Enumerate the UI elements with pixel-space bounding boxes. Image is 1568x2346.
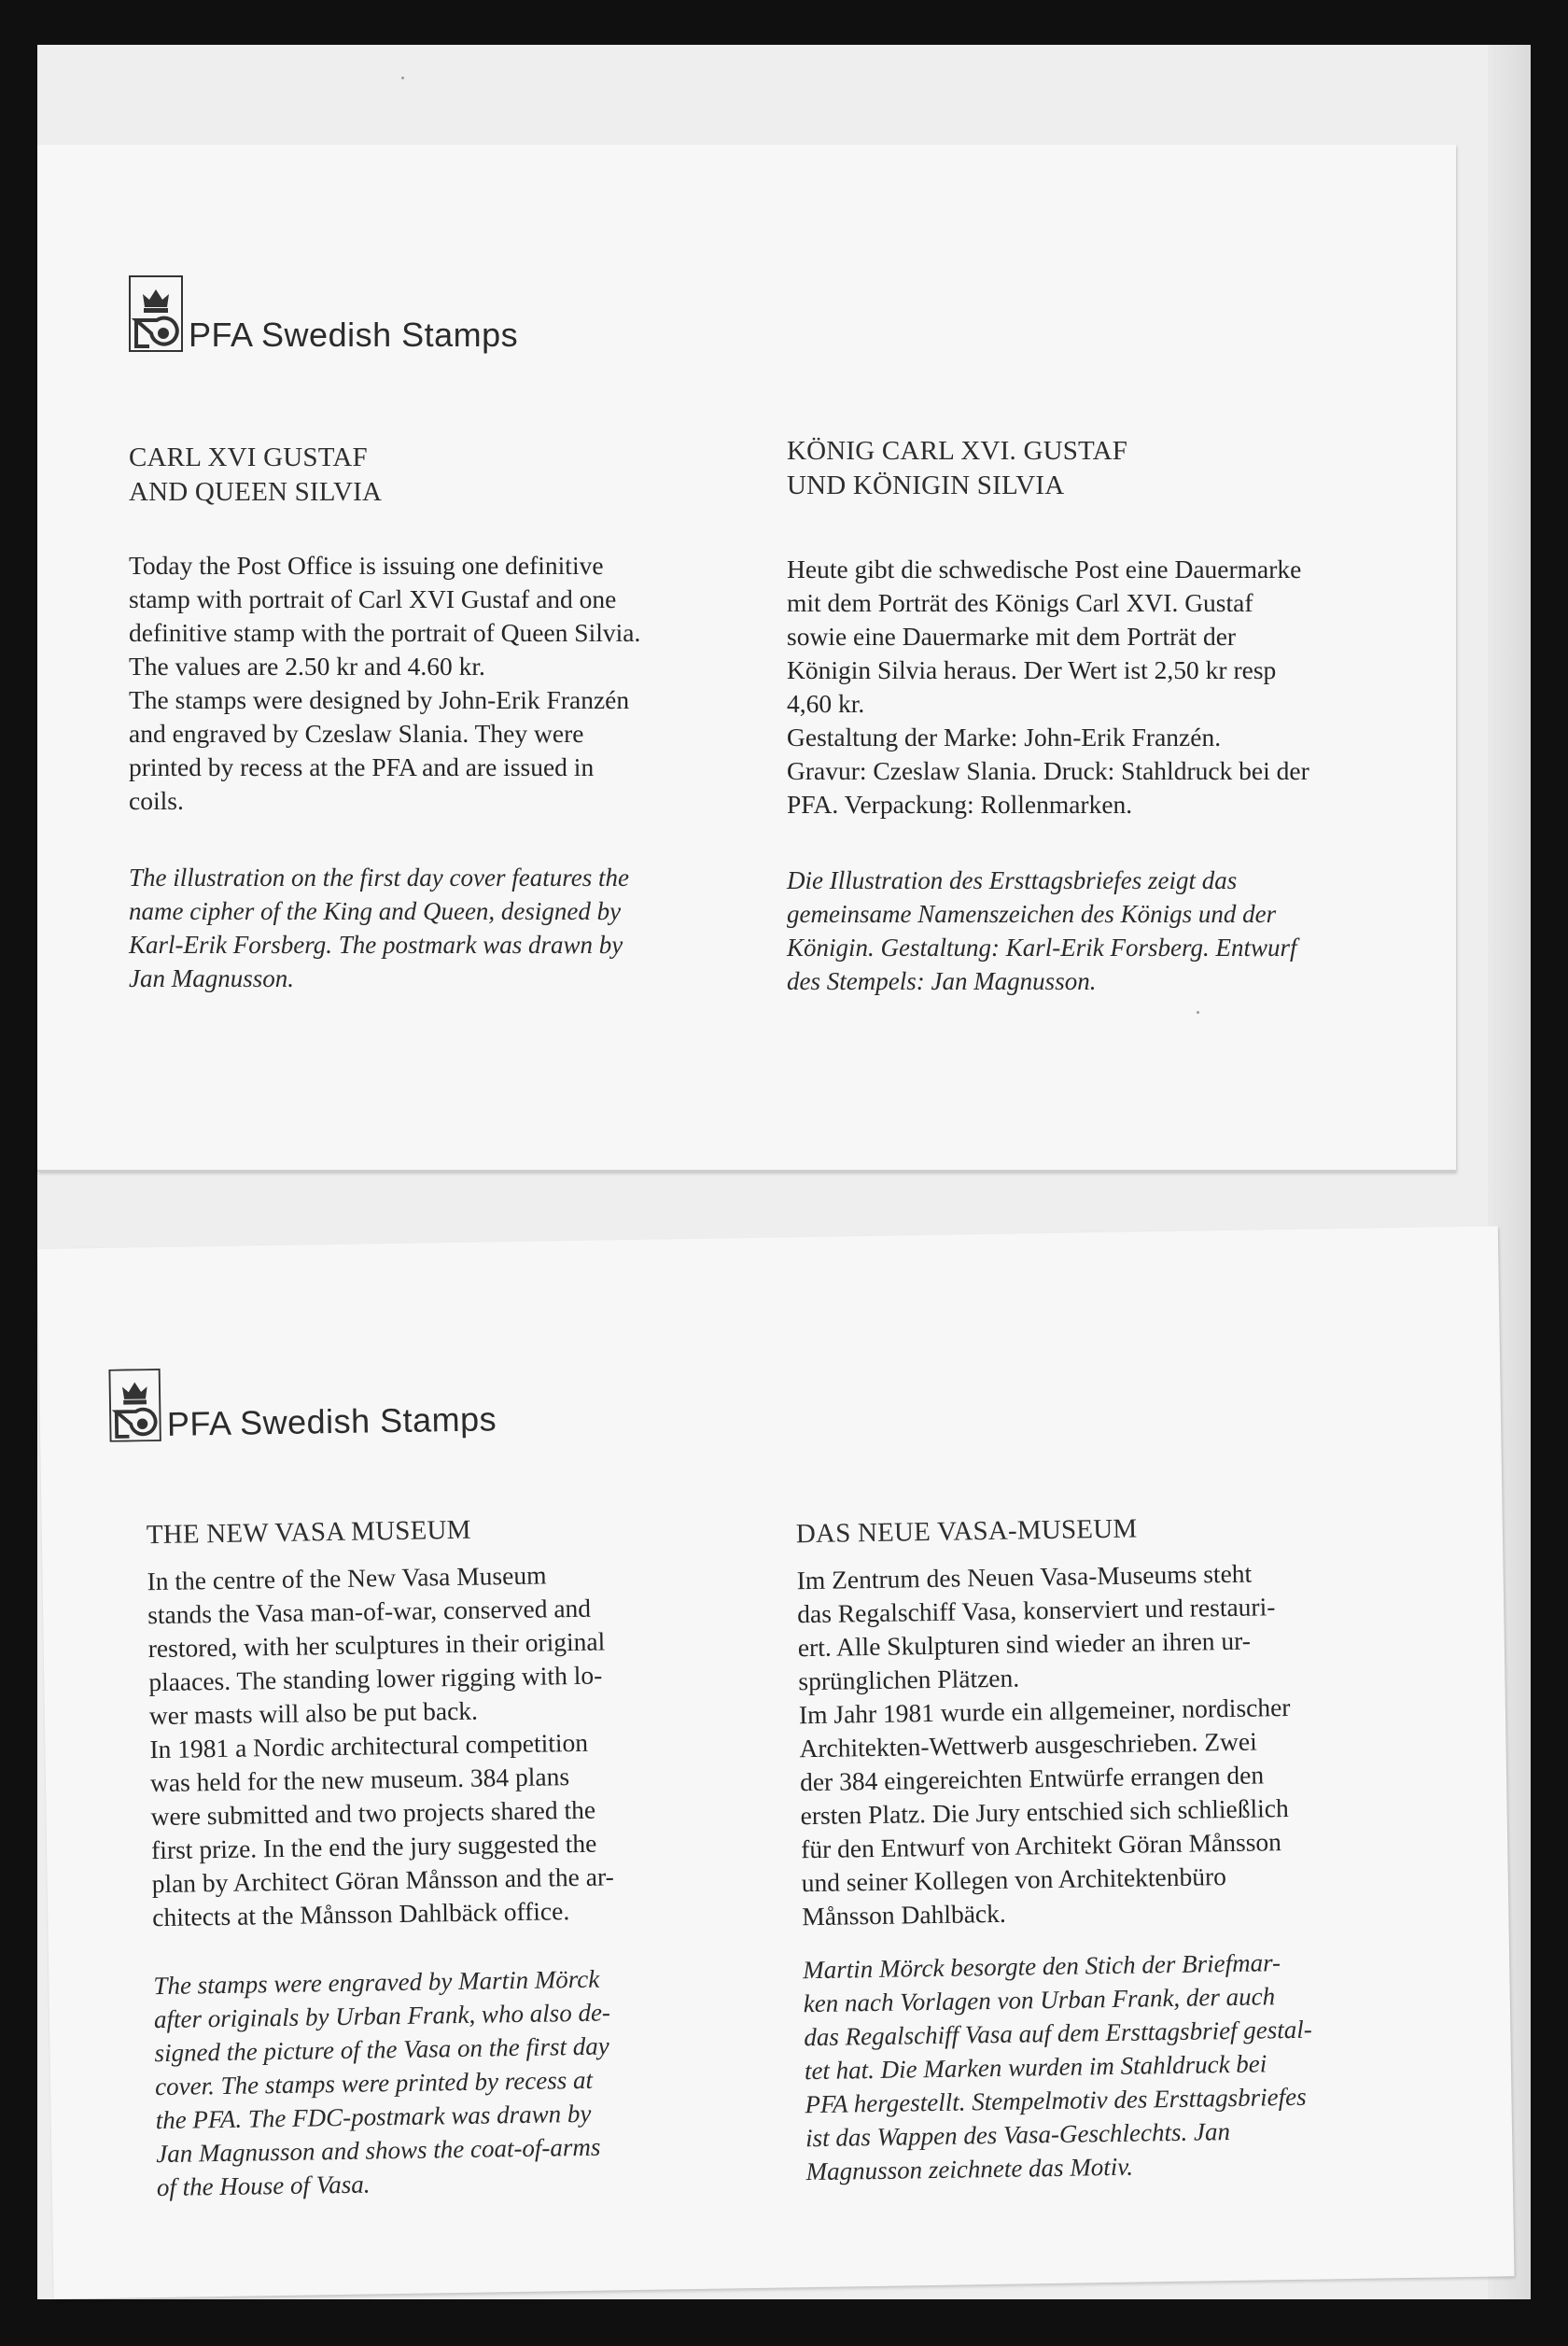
info-card-carl-silvia bbox=[37, 145, 1456, 1172]
posthorn-crown-icon bbox=[129, 275, 183, 352]
left-italic-note: The stamps were engraved by Martin Mörck after originals by Urban Frank, who also de- signed the picture of the Vasa on the first day cover. The stamps were printed by recess at the PFA. The FDC-postmark was drawn by Jan Magnusson and shows the coat-of-arms of the House of Vasa. bbox=[153, 1964, 611, 2202]
right-body: Im Zentrum des Neuen Vasa-Museums steht das Regalschiff Vasa, konserviert und restauri- ert. Alle Skulpturen sind wieder an ihren ur- sprünglichen Plätzen. Im Jahr 1981 wurde ein allgemeiner, nordischer Architekten-Wettwerb ausgeschrieben. Zwei der 384 eingereichten Entwürfe errangen den ersten Platz. Die Jury entschied sich schließlich für den Entwurf von Architekt Göran Månsson und seiner Kollegen von Architektenbüro Månsson Dahlbäck. bbox=[796, 1558, 1291, 1932]
right-italic-note: Die Illustration des Ersttagsbriefes zeigt das gemeinsame Namenszeichen des Königs und der Königin. Gestaltung: Karl-Erik Forsberg. Entwurf des Stempels: Jan Magnusson. bbox=[787, 866, 1297, 995]
right-heading: DAS NEUE VASA-MUSEUM bbox=[795, 1513, 1138, 1550]
right-body: Heute gibt die schwedische Post eine Dauermarke mit dem Porträt des Königs Carl XVI. Gustaf sowie eine Dauermarke mit dem Porträt der Königin Silvia heraus. Der Wert ist 2,50 kr resp 4,60 kr. Gestaltung der Marke: John-Erik Franzén. Gravur: Czeslaw Slania. Druck: Stahldruck bei der PFA. Verpackung: Rollenmarken. bbox=[787, 555, 1309, 819]
left-body: Today the Post Office is issuing one definitive stamp with portrait of Carl XVI Gustaf and one definitive stamp with the portrait of Queen Silvia. The values are 2.50 kr and 4.60 kr. The stamps were designed by John-Erik Franzén and engraved by Czeslaw Slania. They were printed by recess at the PFA and are issued in coils. bbox=[129, 551, 641, 815]
info-card-vasa-museum bbox=[37, 1226, 1514, 2298]
right-heading: KÖNIG CARL XVI. GUSTAF UND KÖNIGIN SILVIA bbox=[787, 436, 1128, 500]
right-italic-note: Martin Mörck besorgte den Stich der Briefmar- ken nach Vorlagen von Urban Frank, der auch das Regalschiff Vasa auf dem Ersttagsbrief gestal- tet hat. Die Marken wurden im Stahldruck bei PFA hergestellt. Stempelmotiv des Ersttagsbriefes ist das Wappen des Vasa-Geschlechts. Jan Magnusson zeichnete das Motiv. bbox=[802, 1948, 1313, 2186]
logo-text: PFA Swedish Stamps bbox=[166, 1399, 497, 1443]
left-italic-note: The illustration on the first day cover features the name cipher of the King and Queen, designed by Karl-Erik Forsberg. The postmark was drawn by Jan Magnusson. bbox=[129, 864, 629, 992]
posthorn-crown-icon bbox=[108, 1369, 161, 1442]
pfa-logo bbox=[129, 275, 518, 352]
dust-speck bbox=[401, 77, 404, 79]
left-body: In the centre of the New Vasa Museum stands the Vasa man-of-war, conserved and restored, with her sculptures in their original plaaces. The standing lower rigging with lo- wer masts will also be put back. In 1981 a Nordic architectural competition was held for the new museum. 384 plans were submitted and two projects shared the first prize. In the end the jury suggested the plan by Architect Göran Månsson and the ar- chitects at the Månsson Dahlbäck office. bbox=[147, 1560, 614, 1932]
dust-speck bbox=[1197, 1011, 1199, 1014]
left-heading: THE NEW VASA MUSEUM bbox=[146, 1514, 471, 1551]
logo-text: PFA Swedish Stamps bbox=[189, 316, 519, 354]
pfa-logo bbox=[108, 1363, 497, 1442]
left-heading: CARL XVI GUSTAF AND QUEEN SILVIA bbox=[129, 443, 383, 507]
